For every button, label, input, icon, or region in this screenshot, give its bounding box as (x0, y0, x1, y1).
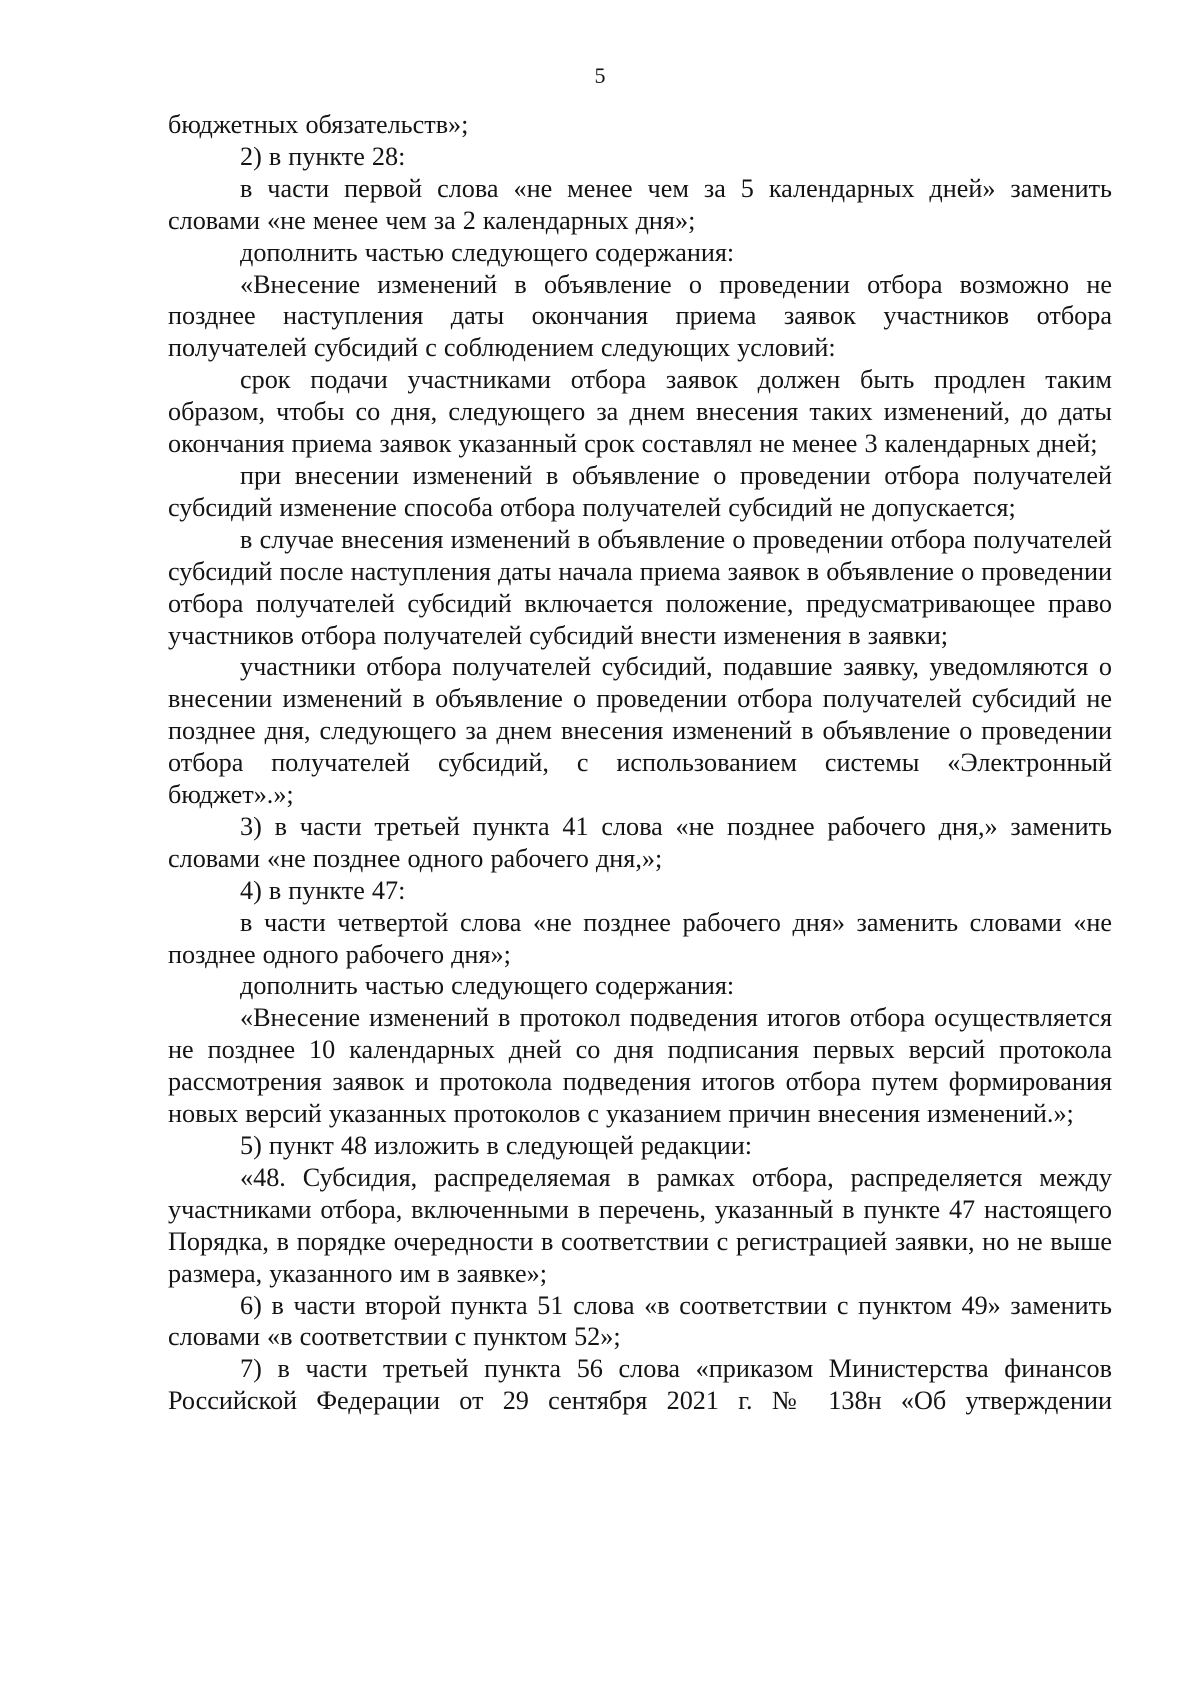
document-body (168, 109, 1112, 1417)
paragraph: 5) пункт 48 изложить в следующей редакции: (240, 1131, 753, 1160)
paragraph: срок подачи участниками отбора заявок должен быть продлен таким образом, чтобы со дня, следующего за днем внесения таких изменений, до даты окончания приема заявок указанный срок составлял не менее 3 календарных дней; (168, 365, 1112, 459)
paragraph: в части первой слова «не менее чем за 5 календарных дней» заменить словами «не менее чем за 2 календарных дня»; (168, 173, 1112, 235)
paragraph: 6) в части второй пункта 51 слова «в соответствии с пунктом 49» заменить словами «в соответствии с пунктом 52»; (168, 1290, 1112, 1352)
paragraph: участники отбора получателей субсидий, подавшие заявку, уведомляются о внесении изменений в объявление о проведении отбора получателей субсидий не позднее дня, следующего за днем внесения изменений в объявление о проведении отбора получателей субсидий, с использованием системы «Электронный бюджет».»; (168, 652, 1112, 810)
paragraph-continued: 7) в части третьей пункта 56 слова «приказом Министерства финансов Российской Федерации от 29 сентября 2021 г. № 138н «Об утверждении (168, 1354, 1112, 1416)
paragraph: 3) в части третьей пункта 41 слова «не позднее рабочего дня,» заменить словами «не позднее одного рабочего дня,»; (168, 811, 1112, 873)
paragraph: «48. Субсидия, распределяемая в рамках отбора, распределяется между участниками отбора, включенными в перечень, указанный в пункте 47 настоящего Порядка, в порядке очередности в соответствии с регистрацией заявки, но не выше размера, указанного им в заявке»; (168, 1162, 1112, 1288)
page-number: 5 (594, 63, 606, 88)
paragraph: «Внесение изменений в протокол подведения итогов отбора осуществляется не позднее 10 календарных дней со дня подписания первых версий протокола рассмотрения заявок и протокола подведения итогов отбора путем формирования новых версий указанных протоколов с указанием причин внесения изменений.»; (168, 1003, 1112, 1129)
paragraph: «Внесение изменений в объявление о проведении отбора возможно не позднее наступления даты окончания приема заявок участников отбора получателей субсидий с соблюдением следующих условий: (168, 269, 1112, 363)
paragraph: дополнить частью следующего содержания: (240, 971, 735, 1001)
paragraph: в случае внесения изменений в объявление о проведении отбора получателей субсидий после наступления даты начала приема заявок в объявление о проведении отбора получателей субсидий включается положение, предусматривающее право участников отбора получателей субсидий внести изменения в заявки; (168, 524, 1112, 650)
paragraph: при внесении изменений в объявление о проведении отбора получателей субсидий изменение способа отбора получателей субсидий не допускается; (168, 460, 1112, 522)
paragraph: дополнить частью следующего содержания: (240, 237, 735, 267)
paragraph: 4) в пункте 47: (240, 875, 406, 905)
paragraph: в части четвертой слова «не позднее рабочего дня» заменить словами «не позднее одного рабочего дня»; (168, 907, 1112, 969)
paragraph: 2) в пункте 28: (240, 141, 406, 171)
paragraph: бюджетных обязательств»; (168, 110, 469, 139)
